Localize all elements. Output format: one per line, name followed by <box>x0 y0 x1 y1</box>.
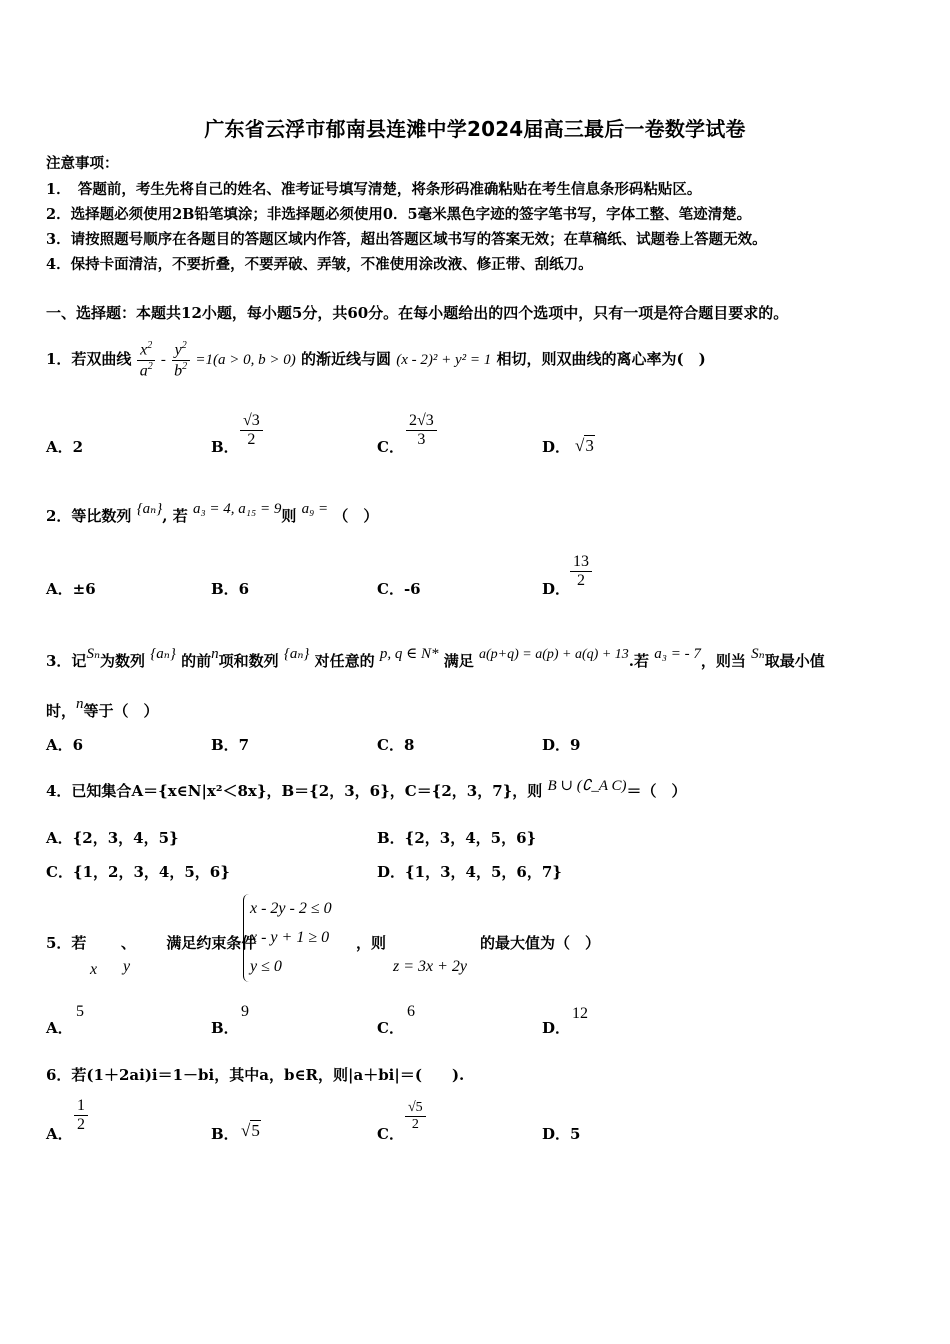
q6-a-fraction: $\frac{1}{2}$ <box>74 1097 88 1135</box>
q5-option-b-value: 9 <box>241 1003 249 1020</box>
q6-c-fraction: $\frac{√5}{2}$ <box>405 1100 426 1133</box>
q5-constraint: y ≤ 0 <box>250 958 282 975</box>
question-5 <box>46 932 256 953</box>
q6-option-c[interactable]: C． <box>377 1125 404 1143</box>
q1-b-fraction: $\frac{√3}{2}$ <box>240 412 263 450</box>
q4-text: 4．已知集合A＝{x∈N|x²＜8x}，B＝{2，3，6}，C＝{2，3，7}，则 <box>46 782 543 800</box>
q5-text-then: ，则 <box>356 934 387 952</box>
q3-text: .若 <box>628 652 650 670</box>
q3-text: 时， <box>46 702 77 720</box>
q1-c-fraction: $\frac{2√3}{3}$ <box>406 412 437 450</box>
q3-option-a[interactable]: A．6 <box>46 736 84 754</box>
q3-n-2: n <box>76 696 84 712</box>
note-item: 3．请按照题号顺序在各题目的答题区域内作答，超出答题区域书写的答案无效；在草稿纸、试题卷上答题无效。 <box>46 231 767 248</box>
q5-option-a[interactable]: A． <box>46 1019 73 1037</box>
q5-constraint-system <box>243 894 332 982</box>
q3-option-b[interactable]: B．7 <box>211 736 250 754</box>
q1-suffix: 相切，则双曲线的离心率为( ) <box>496 350 706 368</box>
q3-text: 等于（ ） <box>83 702 159 720</box>
q6-option-d[interactable]: D．5 <box>542 1125 581 1143</box>
q3-option-c[interactable]: C．8 <box>377 736 415 754</box>
q6-option-b[interactable]: B． <box>211 1125 239 1143</box>
q2-option-b[interactable]: B．6 <box>211 580 250 598</box>
q1-option-b[interactable]: B． <box>211 438 239 456</box>
question-2 <box>46 501 379 526</box>
x-squared-over-a-squared: $\frac{x^2}{a^2}$ <box>137 340 156 380</box>
q5-option-d[interactable]: D． <box>542 1019 571 1037</box>
q3-relation: a(p+q) = a(p) + a(q) + 13 <box>479 647 629 662</box>
q2-target: a₉ = <box>301 501 329 517</box>
q3-an: {aₙ} <box>150 646 176 662</box>
q5-constraint: x - y + 1 ≥ 0 <box>250 929 330 946</box>
q3-text: 的前 <box>181 652 212 670</box>
q3-sn: Sₙ <box>86 646 101 662</box>
q3-text: 项和数列 <box>218 652 279 670</box>
q5-option-d-value: 12 <box>572 1005 588 1022</box>
q2-then: 则 <box>281 507 297 525</box>
q5-var-x: x <box>90 961 98 978</box>
q3-text: 为数列 <box>100 652 146 670</box>
question-3-line-2 <box>46 696 159 721</box>
q5-option-a-value: 5 <box>76 1003 84 1020</box>
q6-b-sqrt: √5 <box>241 1121 260 1140</box>
q5-constraint: x - 2y - 2 ≤ 0 <box>250 900 332 917</box>
q5-text: 、 <box>120 934 136 952</box>
q3-text: 取最小值 <box>764 652 825 670</box>
note-item: 2．选择题必须使用2B铅笔填涂；非选择题必须使用0．5毫米黑色字迹的签字笔书写，字体工整、笔迹清楚。 <box>46 206 752 223</box>
q3-an-2: {aₙ} <box>283 646 310 662</box>
q1-condition: =1(a > 0, b > 0) <box>195 352 296 368</box>
q2-prefix: 2．等比数列 <box>46 507 132 525</box>
q5-text-max: 的最大值为（ ） <box>480 934 601 952</box>
q2-option-c[interactable]: C．-6 <box>377 580 421 598</box>
note-item: 1． 答题前，考生先将自己的姓名、准考证号填写清楚，将条形码准确粘贴在考生信息条形码粘贴区。 <box>46 181 702 198</box>
q2-mid: , 若 <box>162 507 188 525</box>
q3-text: 对任意的 <box>314 652 375 670</box>
q1-option-d[interactable]: D． <box>542 438 571 456</box>
q1-prefix: 1．若双曲线 <box>46 350 132 368</box>
q1-mid: 的渐近线与圆 <box>300 350 391 368</box>
question-6: 6．若(1＋2ai)i＝1－bi，其中a，b∈R，则|a＋bi|＝( ). <box>46 1066 465 1084</box>
q3-sn-2: Sₙ <box>751 646 765 662</box>
q5-text: 满足约束条件 <box>166 934 257 952</box>
q5-option-c-value: 6 <box>407 1003 415 1020</box>
q4-option-b[interactable]: B．{2，3，4，5，6} <box>377 829 537 847</box>
q2-sequence: {aₙ} <box>136 501 163 517</box>
page-title: 广东省云浮市郁南县连滩中学2024届高三最后一卷数学试卷 <box>204 117 746 141</box>
question-3 <box>46 646 825 671</box>
q4-expression: B ∪ (∁_A C) <box>547 778 627 794</box>
q3-option-d[interactable]: D．9 <box>542 736 581 754</box>
q2-option-a[interactable]: A．±6 <box>46 580 96 598</box>
q2-suffix: （ ） <box>333 507 379 525</box>
q3-pq: p, q ∈ N* <box>379 646 439 662</box>
q1-d-sqrt: √3 <box>575 436 594 455</box>
q5-option-b[interactable]: B． <box>211 1019 239 1037</box>
q3-a3: a₃ = - 7 <box>654 646 701 662</box>
q4-option-a[interactable]: A．{2，3，4，5} <box>46 829 179 847</box>
q4-option-d[interactable]: D．{1，3，4，5，6，7} <box>377 863 562 881</box>
q1-option-c[interactable]: C． <box>377 438 404 456</box>
y-squared-over-b-squared: $\frac{y^2}{b^2}$ <box>171 340 190 380</box>
q5-var-y: y <box>123 958 131 975</box>
q4-option-c[interactable]: C．{1，2，3，4，5，6} <box>46 863 230 881</box>
q3-text: ，则当 <box>700 652 746 670</box>
q3-text: 3．记 <box>46 652 87 670</box>
q5-objective: z = 3x + 2y <box>393 958 468 975</box>
q5-text: 5．若 <box>46 934 87 952</box>
q3-text: 满足 <box>443 652 474 670</box>
q2-d-fraction: $\frac{13}{2}$ <box>570 553 592 591</box>
note-item: 4．保持卡面清洁，不要折叠，不要弄破、弄皱，不准使用涂改液、修正带、刮纸刀。 <box>46 256 593 273</box>
q4-suffix: ＝（ ） <box>626 782 687 800</box>
notes-heading: 注意事项： <box>46 155 119 172</box>
q2-option-d[interactable]: D． <box>542 580 571 598</box>
question-1: 1．若双曲线 $\frac{x^2}{a^2}$ - $\frac{y^2}{b^2}$ =1(a > 0, b > 0) 的渐近线与圆 (x - 2)² + y² = 1 相切，则双曲线的离心率为( ) <box>46 339 706 379</box>
q2-condition: a₃ = 4, a₁₅ = 9 <box>192 501 282 517</box>
q6-option-a[interactable]: A． <box>46 1125 73 1143</box>
q3-n: n <box>211 646 219 662</box>
question-4 <box>46 780 686 801</box>
q1-option-a[interactable]: A．2 <box>46 438 84 456</box>
q5-option-c[interactable]: C． <box>377 1019 404 1037</box>
q1-circle: (x - 2)² + y² = 1 <box>396 352 492 368</box>
section-heading: 一、选择题：本题共12小题，每小题5分，共60分。在每小题给出的四个选项中，只有一项是符合题目要求的。 <box>46 304 789 322</box>
